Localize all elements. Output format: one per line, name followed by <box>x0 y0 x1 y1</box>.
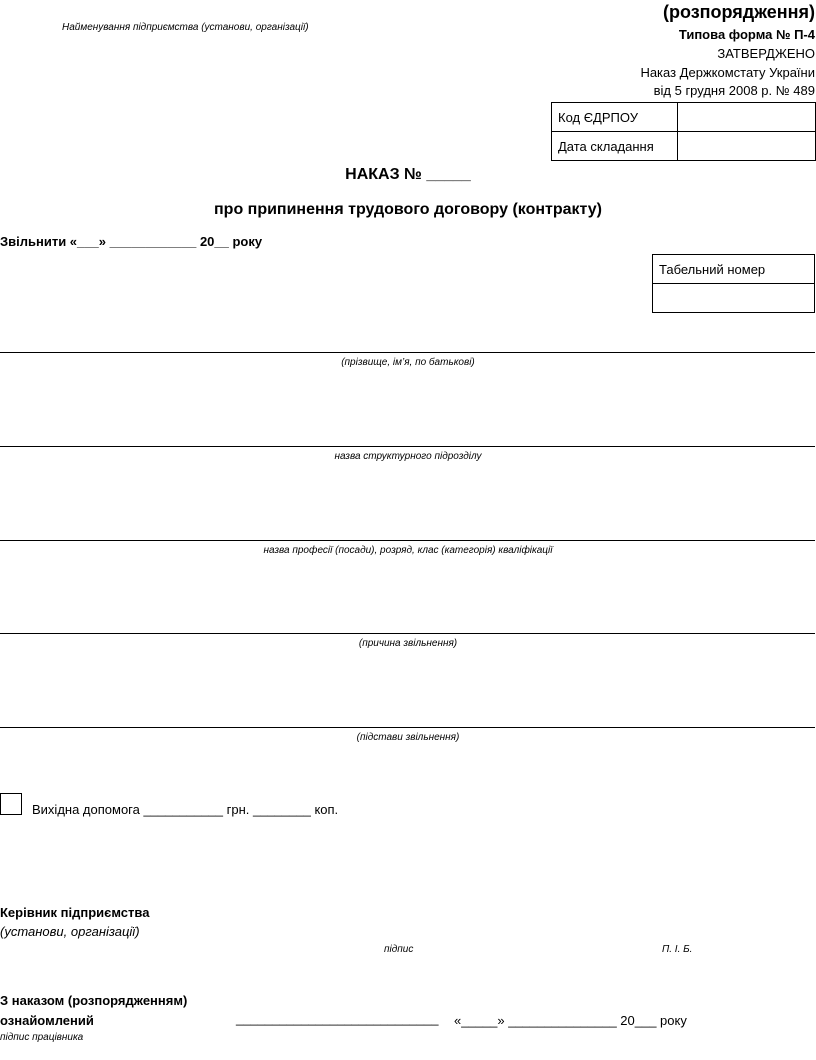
department-caption: назва структурного підрозділу <box>334 451 482 462</box>
head-sign-caption: підпис <box>384 944 414 955</box>
fullname-caption: (прізвище, ім’я, по батькові) <box>341 357 475 368</box>
ack-date-line[interactable]: «_____» _______________ 20___ року <box>454 1013 687 1028</box>
head-subtitle: (установи, організації) <box>0 924 140 939</box>
grounds-underline <box>0 727 815 728</box>
edrpou-label: Код ЄДРПОУ <box>552 103 678 132</box>
ack-line-1: З наказом (розпорядженням) <box>0 993 188 1008</box>
reason-caption: (причина звільнення) <box>358 638 458 649</box>
order-subtitle: про припинення трудового договору (контракту) <box>214 201 602 218</box>
decree-date: від 5 грудня 2008 р. № 489 <box>653 83 815 98</box>
head-title: Керівник підприємства <box>0 905 150 920</box>
position-field[interactable] <box>0 508 815 540</box>
reason-underline <box>0 633 815 634</box>
position-caption: назва професії (посади), розряд, клас (категорія) кваліфікації <box>263 545 553 556</box>
grounds-caption: (підстави звільнення) <box>356 732 460 743</box>
organization-caption: Найменування підприємства (установи, організації) <box>62 22 309 33</box>
department-underline <box>0 446 815 447</box>
grounds-field[interactable] <box>0 695 815 727</box>
codes-table <box>551 102 816 161</box>
severance-checkbox[interactable] <box>0 793 22 815</box>
date-label: Дата складання <box>552 132 678 161</box>
order-title: НАКАЗ № _____ <box>345 166 471 183</box>
reason-field[interactable] <box>0 601 815 633</box>
fullname-underline <box>0 352 815 353</box>
order-type-label: (розпорядження) <box>662 2 815 22</box>
decree-label: Наказ Держкомстату України <box>640 65 815 80</box>
severance-text: Вихідна допомога ___________ грн. ________ коп. <box>32 802 339 817</box>
dismiss-date-line: Звільнити «___» ____________ 20__ року <box>0 234 263 249</box>
tab-number-field[interactable] <box>653 284 815 313</box>
form-number: Типова форма № П-4 <box>678 27 815 42</box>
ack-line-2: ознайомлений <box>0 1013 94 1028</box>
department-field[interactable] <box>0 414 815 446</box>
employee-signature-caption: підпис працівника <box>0 1032 84 1043</box>
date-field[interactable] <box>678 132 816 161</box>
approved-label: ЗАТВЕРДЖЕНО <box>717 46 815 61</box>
position-underline <box>0 540 815 541</box>
employee-signature-line[interactable]: ____________________________ <box>236 1011 439 1026</box>
tab-number-label: Табельний номер <box>653 255 815 284</box>
fullname-field[interactable] <box>0 320 815 352</box>
head-name-caption: П. І. Б. <box>662 944 693 955</box>
edrpou-field[interactable] <box>678 103 816 132</box>
tab-number-table <box>652 254 815 313</box>
